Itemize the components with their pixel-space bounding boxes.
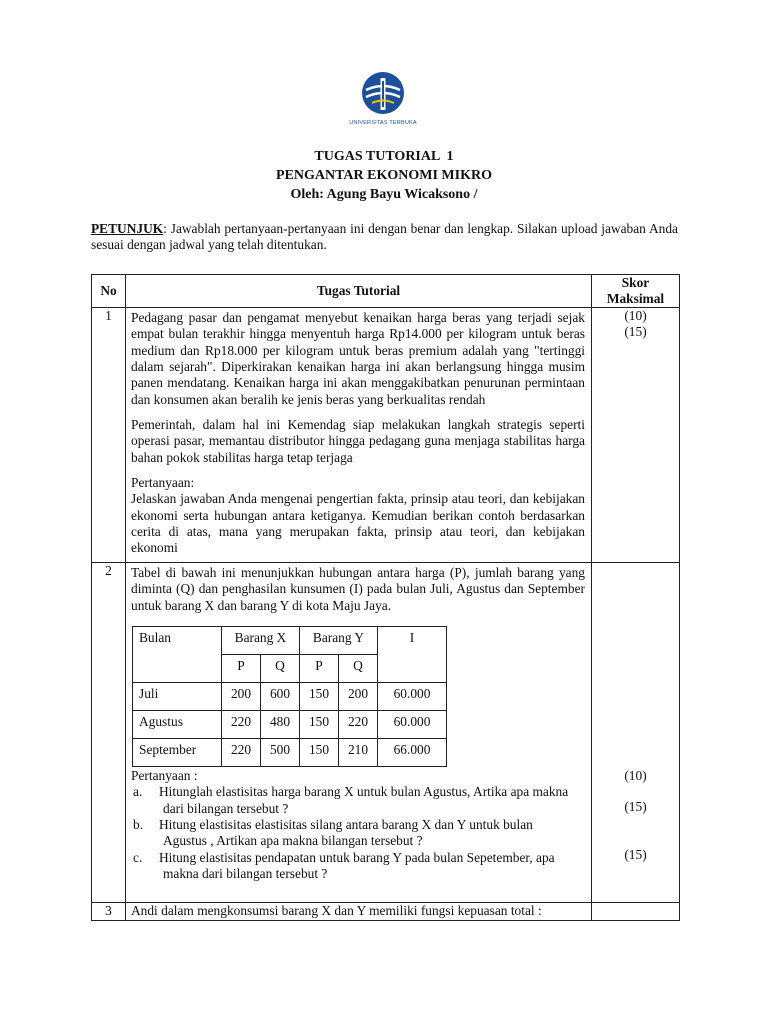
- sub-table-row: [133, 738, 447, 766]
- cell-income: 60.000: [378, 710, 447, 738]
- row-1-paragraph-1: Pedagang pasar dan pengamat menyebut kenaikan harga beras yang terjadi sejak empat bulan terakhir hingga menyentuh harga Rp14.000 per kilogram untuk beras medium dan Rp18.000 per kilogram untuk beras premium adalah yang "tertinggi dalam sejarah". Diperkirakan kenaikan harga ini akan berlangsung hingga musim panen mendatang. Kenaikan harga ini akan menggakibatkan penurunan permintaan dan konsumen akan beralih ke jenis beras yang berkualitas rendah: [131, 310, 585, 407]
- header-score: Skor Maksimal: [592, 275, 680, 308]
- row-3-number: 3: [92, 903, 126, 920]
- title-author: Oleh: Agung Bayu Wicaksono /: [290, 187, 478, 202]
- table-row: [92, 562, 680, 902]
- row-2-number: 2: [92, 562, 126, 902]
- instructions-label: PETUNJUK: [91, 221, 164, 236]
- sub-header-bulan: Bulan: [133, 626, 222, 682]
- cell-px: 220: [222, 738, 261, 766]
- title-line-1: TUGAS TUTORIAL 1: [314, 149, 454, 164]
- list-item: [131, 850, 585, 883]
- cell-py: 150: [300, 738, 339, 766]
- row-1-paragraph-2: Pemerintah, dalam hal ini Kemendag siap melakukan langkah strategis seperti operasi pasar, memantau distributor hingga pedagang guna menjaga stabilitas harga bahan pokok stabilitas harga tetap terjaga: [131, 417, 585, 465]
- sub-header-barang-x: Barang X: [222, 626, 300, 654]
- ut-logo-text: UNIVERSITAS TERBUKA: [349, 120, 417, 126]
- cell-qy: 220: [339, 710, 378, 738]
- cell-qx: 480: [261, 710, 300, 738]
- row-1-score-1: (10): [624, 308, 647, 323]
- row-1-task: [126, 308, 592, 563]
- row-1-score-2: (15): [624, 324, 647, 340]
- row-1-question-label: Pertanyaan:: [131, 475, 195, 491]
- sub-header-barang-y: Barang Y: [300, 626, 378, 654]
- question-line-2: Agustus , Artikan apa makna bilangan tersebut ?: [163, 833, 423, 849]
- cell-qx: 500: [261, 738, 300, 766]
- table-header-row: [92, 275, 680, 308]
- cell-qy: 200: [339, 682, 378, 710]
- question-line-1: Hitung elastisitas elastisitas silang antara barang X dan Y untuk bulan: [159, 816, 533, 832]
- question-line-1: Hitung elastisitas pendapatan untuk barang Y pada bulan Sepetember, apa: [159, 849, 555, 865]
- ut-logo: [343, 70, 423, 127]
- header-task: Tugas Tutorial: [126, 275, 592, 308]
- header-no: No: [92, 275, 126, 308]
- list-item: [131, 817, 585, 850]
- cell-px: 220: [222, 710, 261, 738]
- sub-header-px: P: [222, 654, 261, 682]
- sub-header-qy: Q: [339, 654, 378, 682]
- cell-income: 66.000: [378, 738, 447, 766]
- table-row: [92, 308, 680, 563]
- row-2-scores: [592, 562, 680, 902]
- cell-income: 60.000: [378, 682, 447, 710]
- question-marker: b.: [133, 816, 144, 832]
- cell-qx: 600: [261, 682, 300, 710]
- row-2-intro: Tabel di bawah ini menunjukkan hubungan antara harga (P), jumlah barang yang diminta (Q) dan penghasilan kunsumen (I) pada bulan Juli, Agustus dan September untuk barang X dan barang Y di kota Maju Jaya.: [131, 564, 585, 613]
- cell-py: 150: [300, 682, 339, 710]
- sub-table-row: [133, 682, 447, 710]
- row-1-scores: [592, 308, 680, 563]
- sub-header-py: P: [300, 654, 339, 682]
- ut-logo-emblem: [360, 70, 406, 118]
- sub-table-row: [133, 710, 447, 738]
- assignment-table: [91, 274, 680, 921]
- row-1-number: 1: [92, 308, 126, 563]
- sub-header-qx: Q: [261, 654, 300, 682]
- instructions-text: : Jawablah pertanyaan-pertanyaan ini dengan benar dan lengkap. Silakan upload jawaban Anda sesuai dengan jadwal yang telah ditentukan.: [91, 221, 678, 253]
- row-2-task: [126, 562, 592, 902]
- cell-bulan: Juli: [133, 682, 222, 710]
- cell-py: 150: [300, 710, 339, 738]
- price-quantity-table: [132, 626, 447, 767]
- row-3-scores: [592, 903, 680, 920]
- title-line-2: PENGANTAR EKONOMI MIKRO: [276, 168, 492, 183]
- cell-qy: 210: [339, 738, 378, 766]
- question-marker: a.: [133, 784, 143, 800]
- document-title-block: [0, 147, 768, 204]
- list-item: [131, 784, 585, 817]
- table-row: [92, 903, 680, 920]
- row-2-score-a: (10): [624, 767, 647, 783]
- sub-header-income: I: [378, 626, 447, 682]
- question-line-1: Hitunglah elastisitas harga barang X untuk bulan Agustus, Artika apa makna: [159, 784, 569, 800]
- question-marker: c.: [133, 849, 143, 865]
- row-2-question-label: Pertanyaan :: [131, 767, 198, 783]
- cell-bulan: September: [133, 738, 222, 766]
- row-3-task: Andi dalam mengkonsumsi barang X dan Y memiliki fungsi kepuasan total :: [126, 903, 592, 920]
- instructions: [91, 221, 678, 254]
- cell-bulan: Agustus: [133, 710, 222, 738]
- row-1-question-text: Jelaskan jawaban Anda mengenai pengertian fakta, prinsip atau teori, dan kebijakan ekonomi serta hubungan antara ketiganya. Kemudian berikan contoh berdasarkan cerita di atas, mana yang merupakan fakta, prinsip atau teori, dan kebijakan ekonomi: [131, 491, 585, 556]
- cell-px: 200: [222, 682, 261, 710]
- question-line-2: makna dari bilangan tersebut ?: [163, 865, 328, 881]
- row-2-question-list: [131, 784, 585, 882]
- question-line-2: dari bilangan tersebut ?: [163, 800, 289, 816]
- row-2-score-b: (15): [624, 798, 647, 814]
- row-2-score-c: (15): [624, 846, 647, 862]
